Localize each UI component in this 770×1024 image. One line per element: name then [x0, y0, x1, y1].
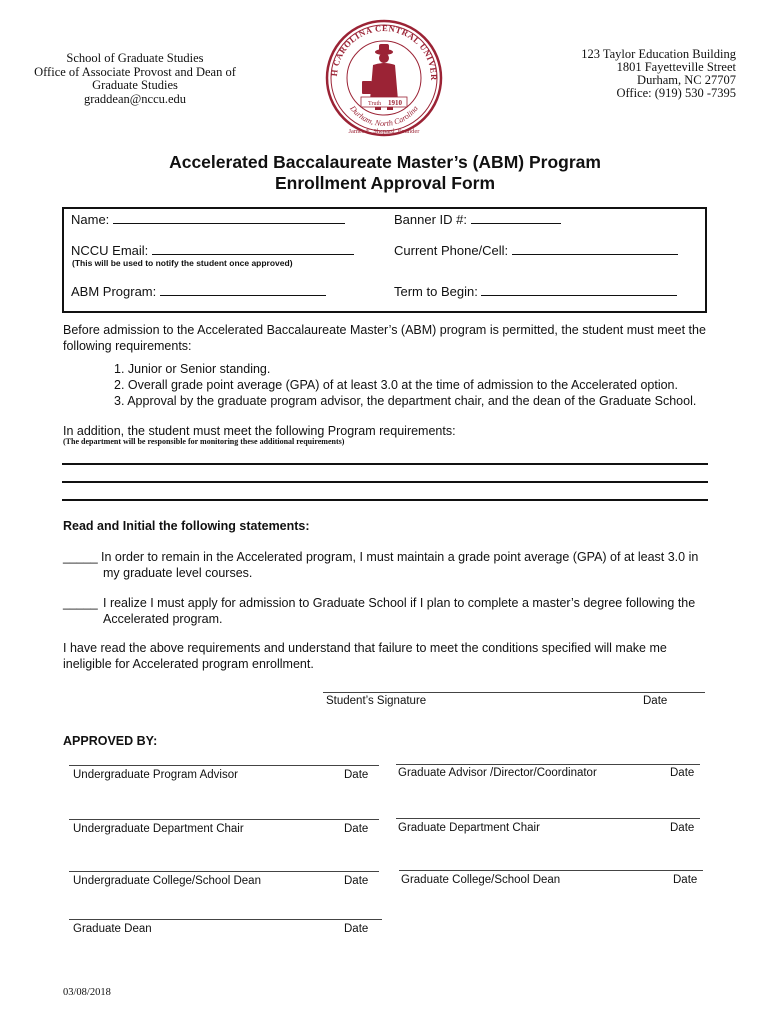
- abm-program-blank[interactable]: [160, 284, 326, 296]
- student-signature-date: Date: [643, 695, 668, 707]
- grad-dean-signature-line[interactable]: [69, 919, 382, 920]
- ug-advisor-label: Undergraduate Program Advisor: [73, 769, 238, 781]
- abm-program-label: ABM Program:: [71, 284, 157, 299]
- dept-line-2: Office of Associate Provost and Dean of: [34, 64, 236, 79]
- seal-year: 1910: [388, 99, 402, 107]
- seal-ring-bottom: Durham, North Carolina: [348, 103, 420, 129]
- revision-date: 03/08/2018: [63, 987, 111, 998]
- banner-id-field[interactable]: [394, 212, 561, 227]
- ug-dean-signature-line[interactable]: [69, 871, 379, 872]
- program-req-line-1[interactable]: [62, 463, 708, 465]
- form-title: Accelerated Baccalaureate Master’s (ABM) Program: [169, 152, 601, 172]
- ug-chair-label: Undergraduate Department Chair: [73, 823, 244, 835]
- seal-ring-top: H CAROLINA CENTRAL UNIVER: [328, 22, 440, 81]
- ug-chair-signature-line[interactable]: [69, 819, 379, 820]
- term-field[interactable]: [394, 284, 677, 299]
- program-req-note: (The department will be responsible for monitoring these additional requirements): [63, 437, 345, 446]
- requirement-item: 1. Junior or Senior standing.: [114, 362, 271, 376]
- term-label: Term to Begin:: [394, 284, 478, 299]
- form-subtitle: Enrollment Approval Form: [274, 173, 496, 193]
- requirement-item: 2. Overall grade point average (GPA) of at least 3.0 at the time of admission to the Accelerated option.: [114, 378, 678, 392]
- acknowledgement-text: I have read the above requirements and understand that failure to meet the conditions specified will make me ineligible for Accelerated program enrollment.: [63, 641, 667, 671]
- student-signature-label: Student’s Signature: [326, 695, 427, 707]
- program-req-line-2[interactable]: [62, 481, 708, 483]
- phone-field[interactable]: [394, 243, 678, 258]
- address-line-2: 1801 Fayetteville Street: [616, 60, 736, 74]
- ug-advisor-date: Date: [344, 769, 369, 781]
- ug-advisor-signature-line[interactable]: [69, 765, 379, 766]
- seal-icon: [318, 18, 450, 144]
- department-address-block: [28, 52, 242, 106]
- office-phone: Office: (919) 530 -7395: [616, 86, 736, 100]
- email-blank[interactable]: [152, 243, 354, 255]
- ug-dean-label: Undergraduate College/School Dean: [73, 875, 261, 887]
- requirements-list: [114, 361, 724, 409]
- grad-chair-date: Date: [670, 822, 695, 834]
- grad-chair-signature-line[interactable]: [396, 818, 700, 819]
- office-address-block: [540, 48, 736, 100]
- grad-college-dean-date: Date: [673, 874, 698, 886]
- approved-by-heading: APPROVED BY:: [63, 734, 158, 748]
- grad-college-dean-label: Graduate College/School Dean: [401, 874, 561, 886]
- name-label: Name:: [71, 212, 110, 227]
- name-field[interactable]: [71, 212, 345, 227]
- program-req-line-3[interactable]: [62, 499, 708, 501]
- program-req-text: In addition, the student must meet the following Program requirements:: [63, 424, 456, 438]
- initial-statement-1: In order to remain in the Accelerated program, I must maintain a grade point average (GPA) of at least 3.0 in my graduate level courses.: [101, 550, 699, 580]
- email-label: NCCU Email:: [71, 243, 149, 258]
- grad-advisor-date: Date: [670, 767, 695, 779]
- grad-college-dean-signature-line[interactable]: [399, 870, 703, 871]
- email-field[interactable]: [71, 243, 354, 258]
- initials-heading: Read and Initial the following statements:: [63, 519, 310, 533]
- grad-dean-date: Date: [344, 923, 369, 935]
- email-note: (This will be used to notify the student once approved): [72, 258, 293, 268]
- student-signature-line[interactable]: [323, 692, 705, 693]
- dept-line-1: School of Graduate Studies: [66, 51, 204, 65]
- seal-founder-caption: James E. Shepard, Founder: [348, 128, 420, 135]
- initial-statement-2: I realize I must apply for admission to Graduate School if I plan to complete a master’s degree following the Accelerated program.: [103, 596, 696, 626]
- intro-paragraph: Before admission to the Accelerated Baccalaureate Master’s (ABM) program is permitted, the student must meet the following requirements:: [63, 323, 706, 353]
- initial-blank-2[interactable]: _____: [63, 596, 98, 610]
- term-blank[interactable]: [481, 284, 677, 296]
- ug-dean-date: Date: [344, 875, 369, 887]
- requirement-item: 3. Approval by the graduate program advisor, the department chair, and the dean of the Graduate School.: [114, 394, 697, 408]
- grad-chair-label: Graduate Department Chair: [398, 822, 540, 834]
- initial-blank-1[interactable]: _____: [63, 550, 98, 564]
- banner-id-label: Banner ID #:: [394, 212, 467, 227]
- banner-id-blank[interactable]: [471, 212, 561, 224]
- university-seal: [318, 18, 450, 144]
- ug-chair-date: Date: [344, 823, 369, 835]
- address-line-3: Durham, NC 27707: [637, 73, 736, 87]
- dept-email: graddean@nccu.edu: [83, 91, 187, 106]
- phone-blank[interactable]: [512, 243, 678, 255]
- grad-advisor-label: Graduate Advisor /Director/Coordinator: [398, 767, 597, 779]
- abm-program-field[interactable]: [71, 284, 326, 299]
- address-line-1: 123 Taylor Education Building: [581, 47, 736, 61]
- grad-dean-label: Graduate Dean: [73, 923, 152, 935]
- grad-advisor-signature-line[interactable]: [396, 764, 700, 765]
- name-blank[interactable]: [113, 212, 345, 224]
- dept-line-3: Graduate Studies: [92, 78, 178, 92]
- seal-motto: Truth: [368, 101, 382, 107]
- phone-label: Current Phone/Cell:: [394, 243, 509, 258]
